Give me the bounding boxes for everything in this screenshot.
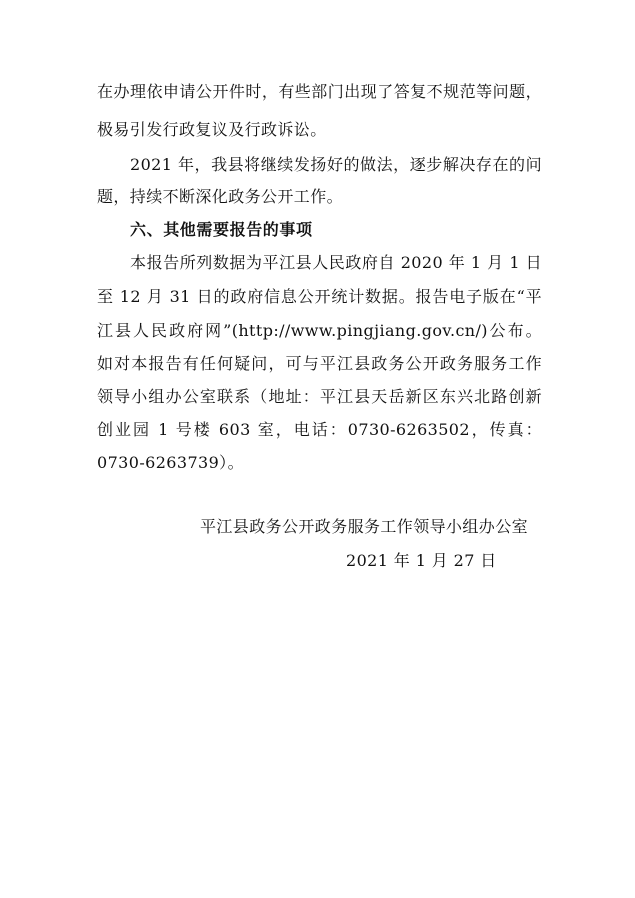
- paragraph-line: 题，持续不断深化政务公开工作。: [97, 187, 344, 206]
- signature-office: 平江县政务公开政务服务工作领导小组办公室: [200, 517, 529, 536]
- paragraph-line: 领导小组办公室联系（地址：平江县天岳新区东兴北路创新: [97, 387, 542, 406]
- paragraph-line: 江县人民政府网”(http://www.pingjiang.gov.cn/)公布。: [97, 321, 542, 340]
- section-heading: 六、其他需要报告的事项: [130, 220, 313, 239]
- paragraph-line: 创业园 1 号楼 603 室，电话：0730-6263502，传真：: [97, 420, 542, 439]
- paragraph-line: 如对本报告有任何疑问，可与平江县政务公开政务服务工作: [97, 354, 542, 373]
- paragraph-line: 2021 年，我县将继续发扬好的做法，逐步解决存在的问: [130, 155, 542, 174]
- paragraph-line: 在办理依申请公开件时，有些部门出现了答复不规范等问题，: [97, 82, 542, 101]
- paragraph-line: 至 12 月 31 日的政府信息公开统计数据。报告电子版在“平: [97, 287, 542, 306]
- paragraph-line: 本报告所列数据为平江县人民政府自 2020 年 1 月 1 日: [130, 253, 542, 272]
- paragraph-line: 0730-6263739）。: [97, 453, 244, 472]
- signature-date: 2021 年 1 月 27 日: [346, 551, 497, 570]
- paragraph-line: 极易引发行政复议及行政诉讼。: [97, 120, 327, 139]
